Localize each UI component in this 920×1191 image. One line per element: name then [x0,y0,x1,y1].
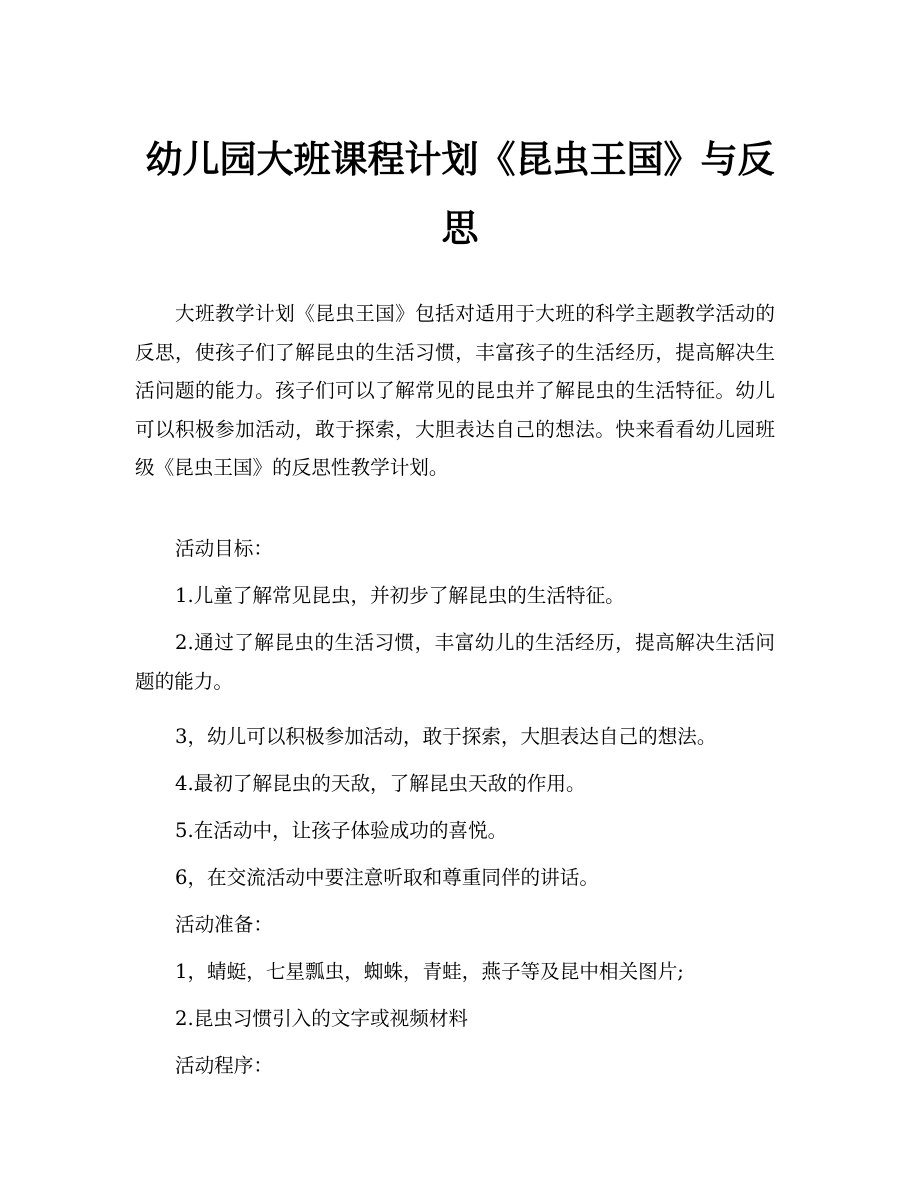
preparation-heading: 活动准备： [175,913,273,936]
goal-item: 5.在活动中，让孩子体验成功的喜悦。 [175,819,508,842]
goal-item: 4.最初了解昆虫的天敌，了解昆虫天敌的作用。 [175,772,586,795]
preparation-item: 2.昆虫习惯引入的文字或视频材料 [175,1007,469,1030]
procedure-heading: 活动程序： [175,1054,273,1077]
goal-item: 1.儿童了解常见昆虫，并初步了解昆虫的生活特征。 [175,584,625,607]
page-title: 幼儿园大班课程计划《昆虫王国》与反思 [145,138,775,250]
intro-paragraph: 大班教学计划《昆虫王国》包括对适用于大班的科学主题教学活动的反思，使孩子们了解昆虫的生活习惯，丰富孩子的生活经历，提高解决生活问题的能力。孩子们可以了解常见的昆虫并了解昆虫的生活特征。幼儿可以积极参加活动，敢于探索，大胆表达自己的想法。快来看看幼儿园班级《昆虫王国》的反思性教学计划。 [135,302,775,480]
preparation-item: 1，蜻蜓，七星瓢虫，蜘蛛，青蛙，燕子等及昆中相关图片; [175,960,684,983]
goal-item: 3，幼儿可以积极参加活动，敢于探索，大胆表达自己的想法。 [175,725,717,748]
goal-item: 2.通过了解昆虫的生活习惯，丰富幼儿的生活经历，提高解决生活问题的能力。 [135,631,775,693]
goal-item: 6，在交流活动中要注意听取和尊重同伴的讲话。 [175,866,599,889]
goals-heading: 活动目标： [175,537,273,560]
